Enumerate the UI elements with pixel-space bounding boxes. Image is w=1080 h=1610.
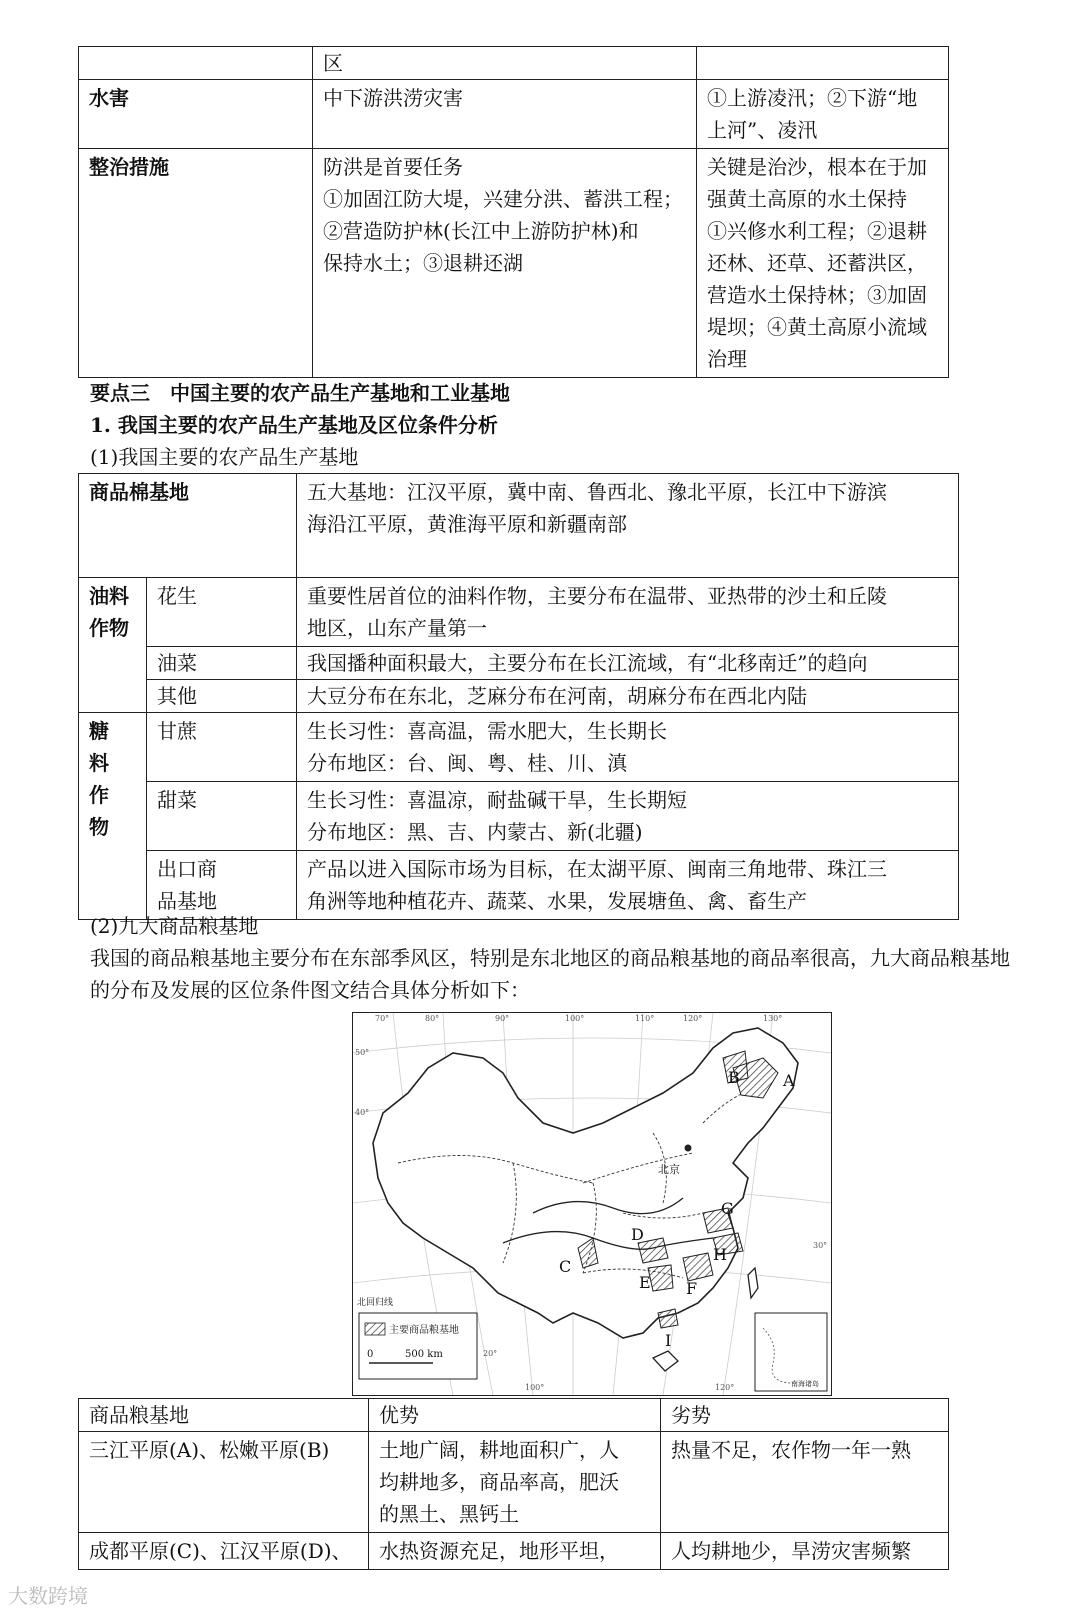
lon-tick: 70° bbox=[375, 1014, 390, 1023]
table-cell: ①上游凌汛；②下游“地 上河”、凌汛 bbox=[697, 80, 949, 149]
river-comparison-table bbox=[78, 46, 949, 378]
grain-bases-map bbox=[352, 1012, 832, 1396]
table-cell: 我国播种面积最大，主要分布在长江流域，有“北移南迁”的趋向 bbox=[297, 647, 959, 680]
column-header: 商品粮基地 bbox=[79, 1399, 369, 1432]
lat-tick: 50° bbox=[355, 1048, 370, 1057]
lon-tick: 90° bbox=[495, 1014, 510, 1023]
lon-tick: 100° bbox=[525, 1383, 545, 1392]
table-cell: 生长习性：喜温凉，耐盐碱干旱，生长期短 分布地区：黑、吉、内蒙古、新(北疆) bbox=[297, 782, 959, 851]
legend-label: 主要商品粮基地 bbox=[389, 1325, 459, 1336]
lon-tick: 100° bbox=[565, 1014, 585, 1023]
table-cell: 水热资源充足，地形平坦， bbox=[369, 1533, 661, 1570]
column-header: 劣势 bbox=[661, 1399, 949, 1432]
table-cell: 重要性居首位的油料作物，主要分布在温带、亚热带的沙土和丘陵 地区，山东产量第一 bbox=[297, 578, 959, 647]
hainan-island bbox=[653, 1351, 678, 1371]
row-label-flood: 水害 bbox=[79, 80, 313, 149]
subsection-heading: (1)我国主要的农产品生产基地 bbox=[90, 445, 359, 469]
scale-zero: 0 bbox=[367, 1349, 374, 1360]
table-row bbox=[79, 782, 959, 851]
group-label-oil: 油料 作物 bbox=[79, 578, 147, 713]
lon-tick: 80° bbox=[425, 1014, 440, 1023]
lon-tick: 120° bbox=[715, 1383, 735, 1392]
map-label-H: H bbox=[713, 1245, 727, 1264]
group-label-sugar: 糖 料 作 物 bbox=[79, 713, 147, 920]
table-cell: 三江平原(A)、松嫩平原(B) bbox=[79, 1432, 369, 1533]
map-graphic bbox=[353, 1013, 831, 1395]
table-cell: 产品以进入国际市场为目标，在太湖平原、闽南三角地带、珠江三 角洲等地种植花卉、蔬菜、水果，发展塘鱼、禽、畜生产 bbox=[297, 851, 959, 920]
taiwan-island bbox=[748, 1268, 758, 1298]
inset-label: 南海诸岛 bbox=[791, 1380, 819, 1388]
table-row bbox=[79, 474, 959, 578]
row-label-beet: 甜菜 bbox=[147, 782, 297, 851]
tropic-label: 北回归线 bbox=[357, 1298, 394, 1308]
table-row bbox=[79, 1432, 949, 1533]
table-cell: 关键是治沙，根本在于加 强黄土高原的水土保持 ①兴修水利工程；②退耕 还林、还草、还蓄洪区， 营造水土保持林；③加固 堤坝；④黄土高原小流域 治理 bbox=[697, 149, 949, 378]
lat-tick: 20° bbox=[483, 1349, 498, 1358]
table-cell: 生长习性：喜高温，需水肥大，生长期长 分布地区：台、闽、粤、桂、川、滇 bbox=[297, 713, 959, 782]
grain-base-area bbox=[648, 1265, 673, 1291]
column-header: 优势 bbox=[369, 1399, 661, 1432]
table-cell: 中下游洪涝灾害 bbox=[313, 80, 697, 149]
row-label-export: 出口商 品基地 bbox=[147, 851, 297, 920]
table-row bbox=[79, 578, 959, 647]
agri-bases-table bbox=[78, 473, 959, 920]
lon-tick: 110° bbox=[635, 1014, 655, 1023]
grain-base-area bbox=[658, 1309, 678, 1328]
lon-tick: 120° bbox=[683, 1014, 703, 1023]
row-label-peanut: 花生 bbox=[147, 578, 297, 647]
table-row bbox=[79, 1533, 949, 1570]
row-label-measures: 整治措施 bbox=[79, 149, 313, 378]
table-cell: 人均耕地少，旱涝灾害频繁 bbox=[661, 1533, 949, 1570]
section-title: 要点三 中国主要的农产品生产基地和工业基地 bbox=[90, 381, 510, 405]
row-label-other: 其他 bbox=[147, 680, 297, 713]
legend-swatch bbox=[365, 1323, 385, 1335]
map-label-C: C bbox=[559, 1257, 572, 1276]
table-row bbox=[79, 80, 949, 149]
grain-bases-table bbox=[78, 1398, 949, 1570]
table-cell: 区 bbox=[313, 47, 697, 80]
table-cell: 五大基地：江汉平原，冀中南、鲁西北、豫北平原，长江中下游滨 海沿江平原，黄淮海平原和新疆南部 bbox=[297, 474, 959, 578]
section-subtitle: 1. 我国主要的农产品生产基地及区位条件分析 bbox=[90, 413, 498, 437]
table-row bbox=[79, 47, 949, 80]
map-label-D: D bbox=[631, 1225, 644, 1244]
table-cell: 大豆分布在东北，芝麻分布在河南，胡麻分布在西北内陆 bbox=[297, 680, 959, 713]
table-cell: 防洪是首要任务 ①加固江防大堤，兴建分洪、蓄洪工程； ②营造防护林(长江中上游防护林)和 保持水土；③退耕还湖 bbox=[313, 149, 697, 378]
table-cell: 热量不足，农作物一年一熟 bbox=[661, 1432, 949, 1533]
row-label-rapeseed: 油菜 bbox=[147, 647, 297, 680]
table-header-row bbox=[79, 1399, 949, 1432]
row-label-cane: 甘蔗 bbox=[147, 713, 297, 782]
beijing-marker bbox=[685, 1145, 692, 1152]
lat-tick: 40° bbox=[355, 1108, 370, 1117]
subsection-heading: (2)九大商品粮基地 bbox=[90, 914, 259, 938]
paragraph: 我国的商品粮基地主要分布在东部季风区，特别是东北地区的商品粮基地的商品率很高，九大商品粮基地 的分布及发展的区位条件图文结合具体分析如下： bbox=[90, 946, 1010, 1002]
watermark: 大数跨境 bbox=[8, 1584, 88, 1608]
map-label-I: I bbox=[665, 1331, 672, 1350]
lon-tick: 130° bbox=[763, 1014, 783, 1023]
map-label-B: B bbox=[728, 1068, 740, 1087]
table-row bbox=[79, 149, 949, 378]
map-label-E: E bbox=[639, 1273, 651, 1292]
map-label-G: G bbox=[721, 1199, 734, 1218]
scale-label: 500 km bbox=[405, 1349, 443, 1360]
table-row bbox=[79, 647, 959, 680]
table-row bbox=[79, 680, 959, 713]
table-cell: 成都平原(C)、江汉平原(D)、 bbox=[79, 1533, 369, 1570]
table-row bbox=[79, 713, 959, 782]
map-label-F: F bbox=[686, 1279, 698, 1298]
map-label-A: A bbox=[783, 1071, 795, 1090]
table-cell: 土地广阔，耕地面积广，人 均耕地多，商品率高，肥沃 的黑土、黑钙土 bbox=[369, 1432, 661, 1533]
row-label-cotton: 商品棉基地 bbox=[79, 474, 297, 578]
beijing-label: 北京 bbox=[658, 1163, 680, 1176]
lat-tick: 30° bbox=[813, 1241, 828, 1250]
